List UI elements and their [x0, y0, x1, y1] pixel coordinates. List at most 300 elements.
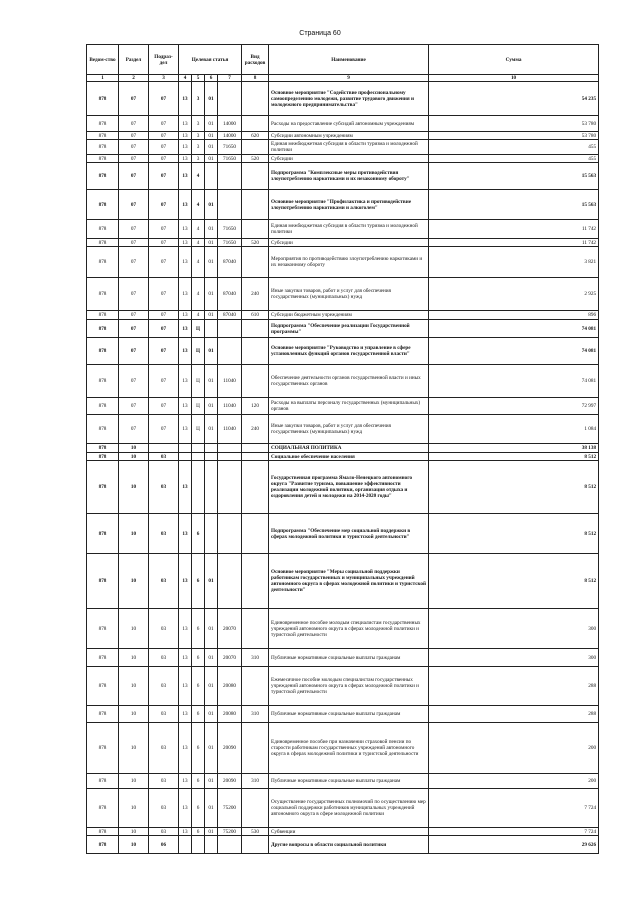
item-amount: 15 563 [429, 190, 599, 220]
table-row [87, 415, 599, 444]
subsection-code: 06 [149, 836, 179, 854]
expense-type-code [242, 116, 269, 132]
table-row [87, 461, 599, 514]
activity-code: 01 [205, 723, 218, 774]
expense-type-code [242, 461, 269, 514]
item-name: Иные закупки товаров, работ и услуг для обеспечения государственных (муниципальных) нужд [269, 415, 429, 444]
section-code: 07 [119, 220, 149, 239]
subprogram-code: 4 [192, 163, 205, 190]
table-row [87, 649, 599, 667]
table-row [87, 239, 599, 247]
item-amount: 7 724 [429, 828, 599, 836]
subprogram-code: Ц [192, 415, 205, 444]
subprogram-code: Ц [192, 338, 205, 365]
subprogram-code: 3 [192, 82, 205, 116]
department-code: 878 [87, 365, 119, 398]
expense-type-code: 310 [242, 649, 269, 667]
activity-code: 01 [205, 220, 218, 239]
header-subsection: Подраз-дел [149, 45, 179, 75]
department-code: 878 [87, 444, 119, 453]
expense-type-code: 310 [242, 774, 269, 789]
department-code: 878 [87, 774, 119, 789]
activity-code: 01 [205, 116, 218, 132]
activity-code: 01 [205, 398, 218, 415]
table-row [87, 444, 599, 453]
budget-table [86, 44, 599, 854]
subsection-code: 03 [149, 453, 179, 461]
expense-type-code [242, 789, 269, 828]
subprogram-code [192, 453, 205, 461]
activity-code: 01 [205, 554, 218, 609]
item-name: Осуществление государственных полномочий по осуществлению мер социальной поддержки работников муниципальных учреждений автономного округа в сфере молодежной политики [269, 789, 429, 828]
activity-code: 01 [205, 415, 218, 444]
section-code: 07 [119, 163, 149, 190]
item-amount: 15 563 [429, 163, 599, 190]
subprogram-code: 6 [192, 828, 205, 836]
subsection-code: 03 [149, 723, 179, 774]
activity-code [205, 163, 218, 190]
program-code: 13 [179, 365, 192, 398]
item-amount: 1 084 [429, 415, 599, 444]
activity-code: 01 [205, 365, 218, 398]
item-amount: 288 [429, 667, 599, 706]
expense-type-code: 240 [242, 278, 269, 311]
department-code: 878 [87, 461, 119, 514]
item-amount: 8 512 [429, 514, 599, 554]
header-target-article: Целевая статья [179, 45, 242, 75]
department-code: 878 [87, 836, 119, 854]
direction-code: 20090 [218, 774, 242, 789]
department-code: 878 [87, 706, 119, 723]
subprogram-code: 3 [192, 132, 205, 140]
subprogram-code: 4 [192, 247, 205, 278]
column-number: 10 [429, 75, 599, 82]
direction-code: 11040 [218, 415, 242, 444]
activity-code: 01 [205, 247, 218, 278]
section-code: 10 [119, 723, 149, 774]
expense-type-code [242, 554, 269, 609]
item-name: Подпрограмма "Комплексные меры противодействия злоупотреблению наркотиками и их незаконному обороту" [269, 163, 429, 190]
section-code: 07 [119, 155, 149, 163]
program-code: 13 [179, 554, 192, 609]
column-number: 8 [242, 75, 269, 82]
item-name: Государственная программа Ямало-Ненецкого автономного округа "Развитие туризма, повышение эффективности реализации молодежной политики, организация отдыха и оздоровления детей и молодежи на 2014-2020 годы" [269, 461, 429, 514]
subprogram-code: 6 [192, 723, 205, 774]
item-amount: 54 235 [429, 82, 599, 116]
item-amount: 455 [429, 140, 599, 155]
activity-code: 01 [205, 667, 218, 706]
direction-code [218, 514, 242, 554]
item-name: Основное мероприятие "Содействие профессиональному самоопределению молодежи, развитие трудового движения и молодежного предпринимательства" [269, 82, 429, 116]
program-code: 13 [179, 706, 192, 723]
department-code: 878 [87, 554, 119, 609]
program-code [179, 453, 192, 461]
expense-type-code [242, 220, 269, 239]
program-code: 13 [179, 82, 192, 116]
section-code: 07 [119, 247, 149, 278]
program-code: 13 [179, 163, 192, 190]
item-name: Основное мероприятие "Профилактика и противодействие злоупотреблению наркотиками и алкоголем" [269, 190, 429, 220]
expense-type-code: 310 [242, 706, 269, 723]
program-code: 13 [179, 239, 192, 247]
department-code: 878 [87, 163, 119, 190]
expense-type-code [242, 190, 269, 220]
section-code: 10 [119, 609, 149, 649]
direction-code [218, 338, 242, 365]
section-code: 10 [119, 706, 149, 723]
item-amount: 3 821 [429, 247, 599, 278]
subsection-code: 07 [149, 398, 179, 415]
department-code: 878 [87, 453, 119, 461]
department-code: 878 [87, 190, 119, 220]
activity-code: 01 [205, 338, 218, 365]
table-row [87, 774, 599, 789]
section-code: 07 [119, 338, 149, 365]
expense-type-code: 620 [242, 132, 269, 140]
column-number: 6 [205, 75, 218, 82]
expense-type-code [242, 453, 269, 461]
item-amount: 7 724 [429, 789, 599, 828]
subsection-code: 07 [149, 140, 179, 155]
section-code: 10 [119, 461, 149, 514]
subsection-code: 03 [149, 828, 179, 836]
column-number: 4 [179, 75, 192, 82]
section-code: 07 [119, 278, 149, 311]
subsection-code: 03 [149, 514, 179, 554]
activity-code: 01 [205, 155, 218, 163]
item-amount: 8 512 [429, 461, 599, 514]
program-code: 13 [179, 338, 192, 365]
expense-type-code: 240 [242, 415, 269, 444]
department-code: 878 [87, 338, 119, 365]
item-name: Другие вопросы в области социальной политики [269, 836, 429, 854]
table-row [87, 163, 599, 190]
item-amount: 896 [429, 311, 599, 320]
section-code: 10 [119, 667, 149, 706]
subsection-code: 03 [149, 649, 179, 667]
activity-code: 01 [205, 649, 218, 667]
subprogram-code: Ц [192, 365, 205, 398]
item-amount: 74 081 [429, 320, 599, 338]
section-code: 10 [119, 836, 149, 854]
header-name: Наименование [269, 45, 429, 75]
item-amount: 200 [429, 774, 599, 789]
column-number: 5 [192, 75, 205, 82]
direction-code: 87040 [218, 311, 242, 320]
item-name: Публичные нормативные социальные выплаты гражданам [269, 774, 429, 789]
section-code: 07 [119, 311, 149, 320]
column-number: 1 [87, 75, 119, 82]
subsection-code: 07 [149, 338, 179, 365]
column-number: 9 [269, 75, 429, 82]
expense-type-code [242, 365, 269, 398]
item-amount: 288 [429, 706, 599, 723]
subsection-code: 03 [149, 706, 179, 723]
activity-code: 01 [205, 774, 218, 789]
table-row [87, 311, 599, 320]
department-code: 878 [87, 415, 119, 444]
program-code: 13 [179, 132, 192, 140]
subsection-code: 07 [149, 82, 179, 116]
table-row [87, 398, 599, 415]
table-row [87, 116, 599, 132]
direction-code [218, 190, 242, 220]
section-code: 07 [119, 116, 149, 132]
direction-code: 71650 [218, 155, 242, 163]
program-code [179, 444, 192, 453]
section-code: 10 [119, 554, 149, 609]
section-code: 10 [119, 453, 149, 461]
department-code: 878 [87, 311, 119, 320]
activity-code: 01 [205, 132, 218, 140]
item-name: Публичные нормативные социальные выплаты гражданам [269, 649, 429, 667]
expense-type-code: 610 [242, 311, 269, 320]
subprogram-code: 6 [192, 789, 205, 828]
column-number: 2 [119, 75, 149, 82]
table-row [87, 453, 599, 461]
item-name: Ежемесячное пособие молодым специалистам государственных учреждений автономного округа в сферах молодежной политики и туристской деятельности [269, 667, 429, 706]
item-amount: 72 997 [429, 398, 599, 415]
expense-type-code [242, 723, 269, 774]
expense-type-code: 530 [242, 828, 269, 836]
item-name: Основное мероприятие "Руководство и управление в сфере установленных функций органов государственной власти" [269, 338, 429, 365]
expense-type-code [242, 140, 269, 155]
column-number: 3 [149, 75, 179, 82]
subprogram-code: Ц [192, 320, 205, 338]
activity-code: 01 [205, 789, 218, 828]
item-name: Обеспечение деятельности органов государственной власти и иных государственных органов [269, 365, 429, 398]
subsection-code: 03 [149, 774, 179, 789]
direction-code [218, 453, 242, 461]
subsection-code: 07 [149, 247, 179, 278]
table-row [87, 320, 599, 338]
activity-code: 01 [205, 82, 218, 116]
item-name: Основное мероприятие "Меры социальной поддержки работникам государственных и муниципальных учреждений автономного округа в сферах молодежной политики и туристской деятельности" [269, 554, 429, 609]
table-row [87, 247, 599, 278]
subprogram-code: 6 [192, 554, 205, 609]
expense-type-code [242, 247, 269, 278]
item-amount: 300 [429, 649, 599, 667]
section-code: 07 [119, 365, 149, 398]
header-section: Раздел [119, 45, 149, 75]
subprogram-code: 4 [192, 239, 205, 247]
section-code: 10 [119, 514, 149, 554]
activity-code: 01 [205, 706, 218, 723]
direction-code [218, 444, 242, 453]
subprogram-code [192, 444, 205, 453]
section-code: 07 [119, 132, 149, 140]
activity-code: 01 [205, 140, 218, 155]
department-code: 878 [87, 247, 119, 278]
activity-code: 01 [205, 278, 218, 311]
item-amount: 11 742 [429, 239, 599, 247]
department-code: 878 [87, 132, 119, 140]
department-code: 878 [87, 609, 119, 649]
section-code: 07 [119, 320, 149, 338]
direction-code [218, 82, 242, 116]
program-code: 13 [179, 723, 192, 774]
subprogram-code: Ц [192, 398, 205, 415]
subsection-code [149, 444, 179, 453]
direction-code: 71650 [218, 140, 242, 155]
program-code: 13 [179, 514, 192, 554]
subprogram-code: 3 [192, 140, 205, 155]
expense-type-code [242, 609, 269, 649]
expense-type-code [242, 338, 269, 365]
direction-code [218, 554, 242, 609]
item-amount: 38 138 [429, 444, 599, 453]
activity-code: 01 [205, 828, 218, 836]
expense-type-code [242, 514, 269, 554]
program-code: 13 [179, 398, 192, 415]
subprogram-code [192, 836, 205, 854]
item-name: Расходы на выплаты персоналу государственных (муниципальных) органов [269, 398, 429, 415]
program-code: 13 [179, 140, 192, 155]
department-code: 878 [87, 723, 119, 774]
item-name: Субсидии автономным учреждениям [269, 132, 429, 140]
table-row [87, 723, 599, 774]
subprogram-code: 3 [192, 116, 205, 132]
item-name: Мероприятия по противодействию злоупотреблению наркотиками и их незаконному обороту [269, 247, 429, 278]
table-row [87, 836, 599, 854]
subsection-code: 07 [149, 116, 179, 132]
header-department: Ведом-ство [87, 45, 119, 75]
item-name: СОЦИАЛЬНАЯ ПОЛИТИКА [269, 444, 429, 453]
table-row [87, 365, 599, 398]
subsection-code: 03 [149, 609, 179, 649]
table-row [87, 190, 599, 220]
item-name: Субвенции [269, 828, 429, 836]
program-code: 13 [179, 155, 192, 163]
item-amount: 300 [429, 609, 599, 649]
subsection-code: 03 [149, 554, 179, 609]
subprogram-code: 4 [192, 311, 205, 320]
header-expense-type: Вид расходов [242, 45, 269, 75]
column-number: 7 [218, 75, 242, 82]
item-amount: 8 512 [429, 554, 599, 609]
program-code: 13 [179, 220, 192, 239]
department-code: 878 [87, 514, 119, 554]
subsection-code: 07 [149, 278, 179, 311]
item-name: Субсидии [269, 239, 429, 247]
item-name: Публичные нормативные социальные выплаты гражданам [269, 706, 429, 723]
subsection-code: 07 [149, 132, 179, 140]
table-row [87, 828, 599, 836]
table-row [87, 667, 599, 706]
subsection-code: 07 [149, 190, 179, 220]
item-name: Иные закупки товаров, работ и услуг для обеспечения государственных (муниципальных) нужд [269, 278, 429, 311]
subsection-code: 07 [149, 239, 179, 247]
activity-code [205, 514, 218, 554]
subsection-code: 03 [149, 461, 179, 514]
program-code: 13 [179, 774, 192, 789]
section-code: 07 [119, 415, 149, 444]
program-code: 13 [179, 789, 192, 828]
direction-code [218, 461, 242, 514]
direction-code [218, 320, 242, 338]
program-code: 13 [179, 609, 192, 649]
department-code: 878 [87, 155, 119, 163]
expense-type-code: 520 [242, 239, 269, 247]
item-amount: 53 780 [429, 116, 599, 132]
program-code: 13 [179, 116, 192, 132]
subprogram-code: 6 [192, 706, 205, 723]
subsection-code: 03 [149, 667, 179, 706]
program-code: 13 [179, 320, 192, 338]
section-code: 10 [119, 774, 149, 789]
subsection-code: 03 [149, 789, 179, 828]
department-code: 878 [87, 667, 119, 706]
section-code: 10 [119, 789, 149, 828]
department-code: 878 [87, 116, 119, 132]
table-row [87, 706, 599, 723]
item-name: Единовременное пособие при назначении страховой пенсии по старости работникам государственных учреждений автономного округа в сферах молодежной политики и туристской деятельности [269, 723, 429, 774]
direction-code: 14000 [218, 116, 242, 132]
subprogram-code: 3 [192, 155, 205, 163]
direction-code: 87040 [218, 247, 242, 278]
section-code: 10 [119, 649, 149, 667]
item-name: Субсидии [269, 155, 429, 163]
item-name: Единая межбюджетная субсидия в области туризма и молодежной политики [269, 220, 429, 239]
program-code: 13 [179, 190, 192, 220]
subprogram-code: 6 [192, 609, 205, 649]
item-amount: 11 742 [429, 220, 599, 239]
direction-code [218, 163, 242, 190]
item-amount: 8 512 [429, 453, 599, 461]
section-code: 07 [119, 190, 149, 220]
direction-code: 14000 [218, 132, 242, 140]
department-code: 878 [87, 320, 119, 338]
activity-code [205, 453, 218, 461]
header-amount: Сумма [429, 45, 599, 75]
department-code: 878 [87, 140, 119, 155]
direction-code: 87040 [218, 278, 242, 311]
subsection-code: 07 [149, 163, 179, 190]
program-code: 13 [179, 278, 192, 311]
expense-type-code [242, 82, 269, 116]
direction-code: 71650 [218, 220, 242, 239]
department-code: 878 [87, 278, 119, 311]
direction-code: 20090 [218, 723, 242, 774]
direction-code: 20070 [218, 649, 242, 667]
subsection-code: 07 [149, 415, 179, 444]
expense-type-code [242, 320, 269, 338]
subprogram-code: 6 [192, 649, 205, 667]
column-number-row [87, 75, 599, 82]
expense-type-code [242, 163, 269, 190]
subprogram-code: 4 [192, 220, 205, 239]
activity-code [205, 836, 218, 854]
subprogram-code: 4 [192, 190, 205, 220]
activity-code: 01 [205, 239, 218, 247]
direction-code: 75200 [218, 828, 242, 836]
direction-code [218, 836, 242, 854]
activity-code [205, 444, 218, 453]
activity-code [205, 320, 218, 338]
direction-code: 75200 [218, 789, 242, 828]
subsection-code: 07 [149, 320, 179, 338]
item-name: Субсидии бюджетным учреждениям [269, 311, 429, 320]
direction-code: 20080 [218, 667, 242, 706]
subprogram-code [192, 461, 205, 514]
subprogram-code: 6 [192, 514, 205, 554]
department-code: 878 [87, 82, 119, 116]
section-code: 07 [119, 140, 149, 155]
item-name: Единая межбюджетная субсидия в области туризма и молодежной политики [269, 140, 429, 155]
table-row [87, 132, 599, 140]
department-code: 878 [87, 239, 119, 247]
program-code: 13 [179, 311, 192, 320]
